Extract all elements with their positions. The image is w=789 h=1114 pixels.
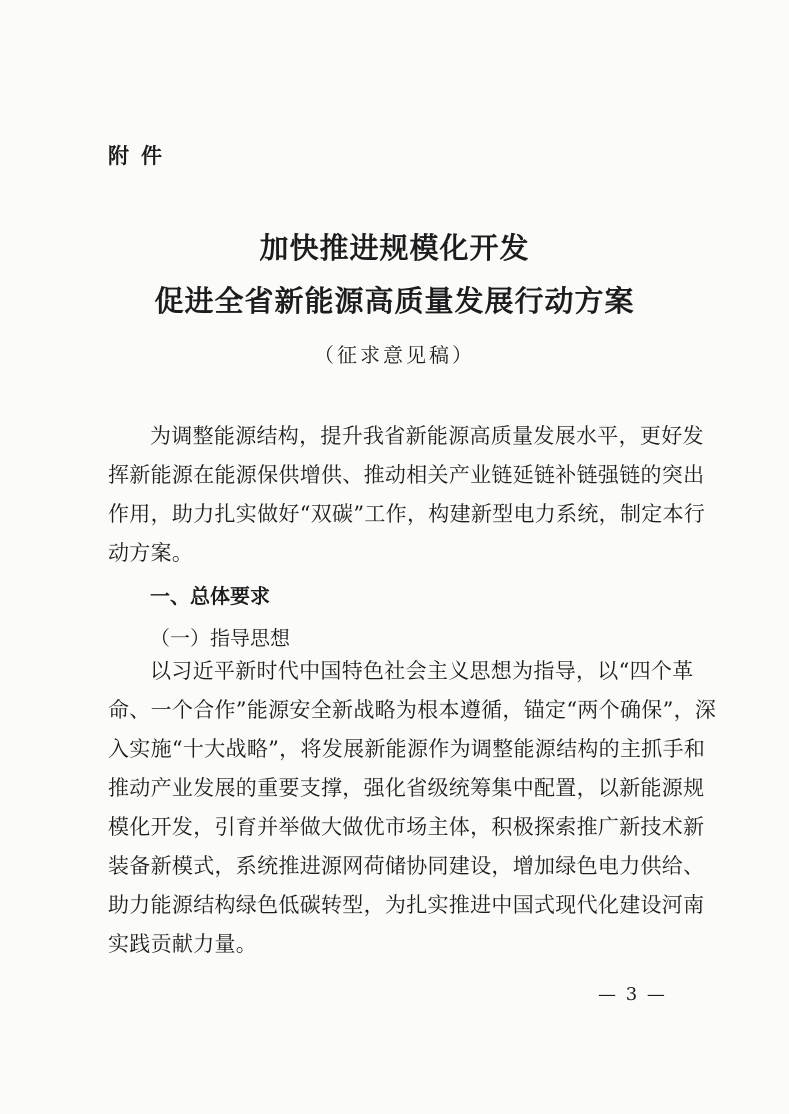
- paragraph-line: 以习近平新时代中国特色社会主义思想为指导，以“四个革: [150, 659, 694, 683]
- guiding-thought-paragraph: [108, 652, 717, 964]
- section-heading: 一、总体要求: [150, 584, 270, 608]
- paragraph-line: 助力能源结构绿色低碳转型，为扎实推进中国式现代化建设河南: [108, 893, 705, 917]
- paragraph-line: 为调整能源结构，提升我省新能源高质量发展水平，更好发: [150, 424, 704, 448]
- attachment-label: 附件: [108, 144, 174, 168]
- paragraph-line: 推动产业发展的重要支撑，强化省级统筹集中配置，以新能源规: [108, 776, 705, 800]
- paragraph-line: 挥新能源在能源保供增供、推动相关产业链延链补链强链的突出: [108, 463, 705, 487]
- document-subtitle: （征求意见稿）: [314, 343, 475, 367]
- paragraph-line: 命、一个合作”能源安全新战略为根本遵循，锚定“两个确保”，深: [108, 698, 717, 722]
- paragraph-line: 动方案。: [108, 541, 194, 565]
- paragraph-line: 作用，助力扎实做好“双碳”工作，构建新型电力系统，制定本行: [108, 502, 706, 526]
- paragraph-line: 实践贡献力量。: [108, 932, 258, 956]
- document-title-line2: 促进全省新能源高质量发展行动方案: [154, 284, 635, 318]
- intro-paragraph: [108, 417, 706, 573]
- paragraph-line: 入实施“十大战略”，将发展新能源作为调整能源结构的主抓手和: [108, 737, 706, 761]
- section-subheading: （一）指导思想: [150, 626, 290, 650]
- paragraph-line: 装备新模式，系统推进源网荷储协同建设，增加绿色电力供给、: [108, 854, 705, 878]
- page-number: — 3 —: [598, 984, 667, 1005]
- document-title-line1: 加快推进规模化开发: [259, 231, 530, 265]
- paragraph-line: 模化开发，引育并举做大做优市场主体，积极探索推广新技术新: [108, 815, 705, 839]
